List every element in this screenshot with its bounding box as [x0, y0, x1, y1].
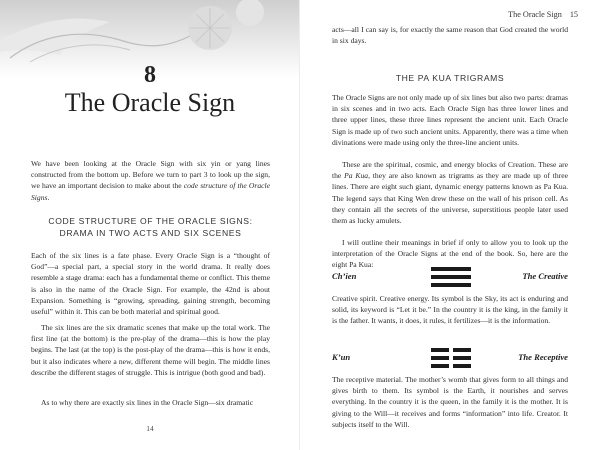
running-head [508, 10, 578, 19]
continued-text: acts—all I can say is, for exactly the same reason that God created the world in six days. [332, 25, 568, 46]
running-head-title: The Oracle Sign [508, 10, 562, 19]
pa-kua-paragraph-1: The Oracle Signs are not only made up of six lines but also two parts: dramas in six scenes and in two acts. Each Oracle Sign has three lower lines and three upper lines, these three lines represent the ancient unit. Each Oracle Sign is made up of two such ancient units. Apparently, there was a time when divinations were made using only the three-line ancient units. [332, 93, 568, 147]
trigram-chien [332, 266, 568, 288]
page-number-left: 14 [146, 424, 154, 433]
page-number-right: 15 [569, 10, 578, 19]
body-paragraph-3: As to why there are exactly six lines in the Oracle Sign—six dramatic [41, 398, 254, 407]
body-paragraph-2: The six lines are the six dramatic scenes that make up the total work. The first line (at the bottom) is the pre-play of the drama—this is how the play begins. The last (at the top) is the post-play of the drama—this is how it ends, but it also indicates where a new, different theme will begin. The middle lines describe the different stages of struggle. This is intrigue (both good and bad). [31, 323, 270, 377]
body-paragraph-1: Each of the six lines is a fate phase. Every Oracle Sign is a “thought of God”—a special part, a special story in the world drama. It really does resemble a stage drama: each has a fundamental theme or conflict. This theme is also in the name of the Oracle Sign. For example, the 42nd is about Expansion. Something is “growing, spreading, gaining strength, becoming useful” within it. This can be both material and spiritual good. [31, 251, 270, 317]
right-page [300, 0, 600, 450]
section-heading-line-2: DRAMA IN TWO ACTS AND SIX SCENES [59, 228, 242, 238]
section-heading-line-1: CODE STRUCTURE OF THE ORACLE SIGNS: [48, 216, 253, 226]
pa-kua-paragraph-2: These are the spiritual, cosmic, and energy blocks of Creation. These are the Pa Kua, they are also known as trigrams as they are made up of three lines. There are eight such giant, dynamic energy patterns known as Pa Kua. The legend says that King Wen drew these on the wall of his prison cell. As they contain all the secrets of the universe, superstitious people later used them as lucky amulets. [332, 160, 568, 226]
pa-kua-paragraph-3: I will outline their meanings in brief if only to allow you to look up the interpretation of the Oracle Signs at the end of the book. So, here are the eight Pa Kua: [332, 238, 568, 270]
trigram-chien-english: The Creative [522, 271, 568, 281]
trigram-chien-description: Creative spirit. Creative energy. Its symbol is the Sky, its act is enduring and solid, its keyword is “Let it be.” In the country it is the king, in the family it is the father. It wants, it does, it rules, it fertilizes—it is the information. [332, 294, 568, 326]
trigram-kun [332, 347, 568, 369]
trigram-kun-english: The Receptive [518, 352, 568, 362]
chapter-title: The Oracle Sign [64, 88, 236, 117]
section-heading [31, 215, 270, 239]
trigram-kun-icon [431, 347, 471, 369]
intro-paragraph: We have been looking at the Oracle Sign with six yin or yang lines constructed from the bottom up. Before we turn to part 3 to look up the sign, we have an important decision to make about the code structure of the Oracle Signs. [31, 159, 270, 202]
trigram-kun-description: The receptive material. The mother’s womb that gives form to all things and gives birth to them. Its symbol is the Earth, it nourishes and serves everything. In the country it is the queen, in the family it is the mother. It is giving to the Will—it receives and forms “information” into life. Creator. It subjects itself to the Will. [332, 375, 568, 429]
pa-kua-heading: THE PA KUA TRIGRAMS [395, 73, 505, 83]
trigram-chien-name: Ch’ien [332, 271, 357, 281]
trigram-kun-name: K’un [332, 352, 351, 362]
chapter-number: 8 [144, 62, 156, 88]
trigram-chien-icon [431, 266, 471, 288]
